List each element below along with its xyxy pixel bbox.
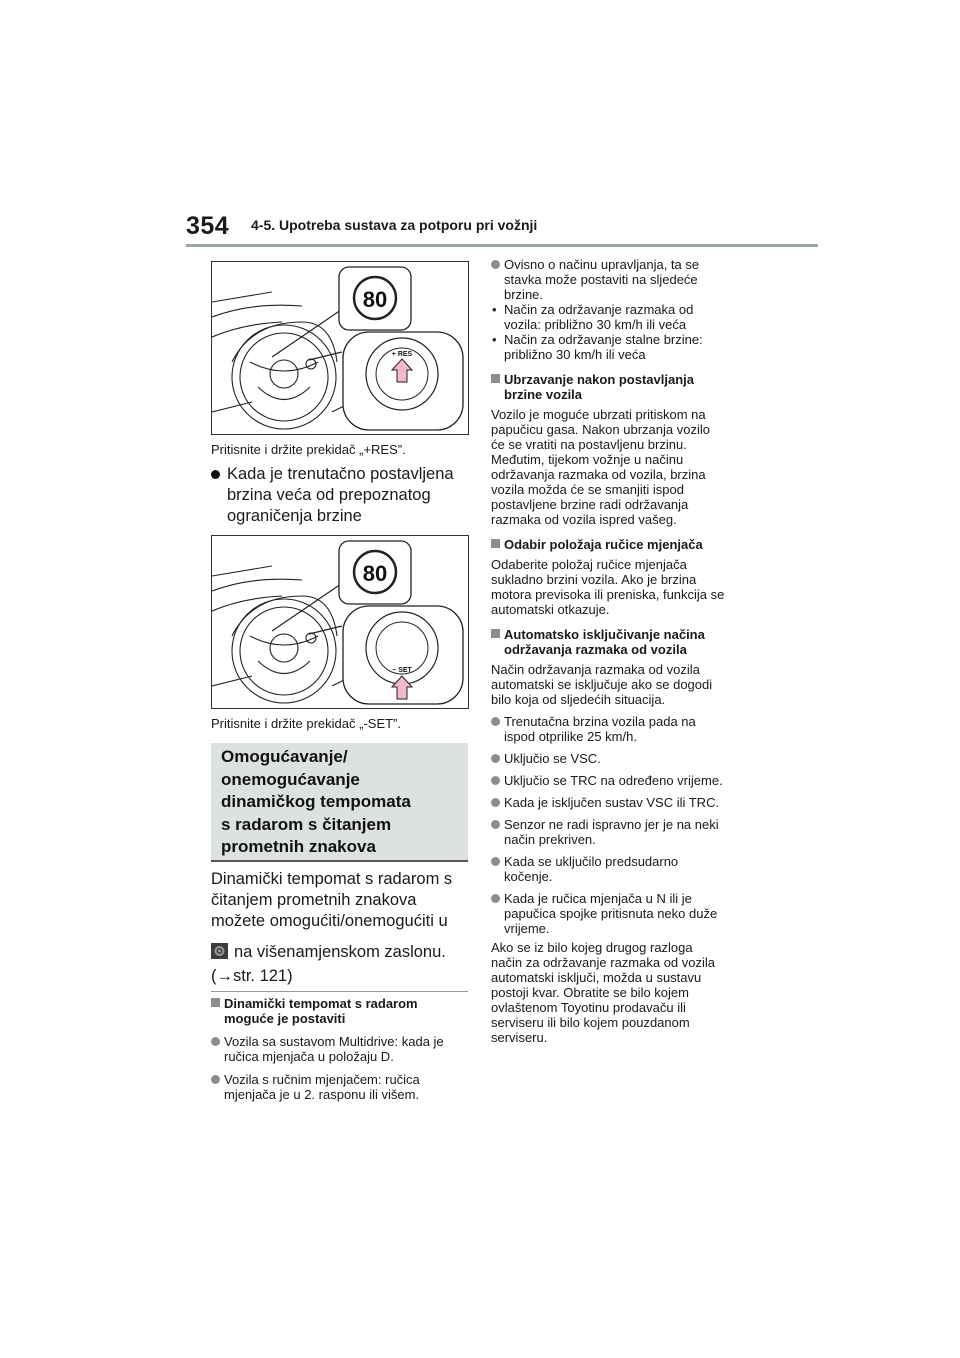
caption-set: Pritisnite i držite prekidač „-SET”. (211, 716, 401, 731)
caption-res: Pritisnite i držite prekidač „+RES”. (211, 442, 406, 457)
section-heading-box (211, 743, 468, 860)
note-title: Dinamički tempomat s radarom moguće je postaviti (211, 996, 471, 1026)
round-bullet-icon (491, 260, 500, 269)
round-bullet-icon (491, 798, 500, 807)
bullet-line: brzina veća od prepoznatog (227, 486, 431, 504)
square-bullet-icon (491, 629, 500, 638)
para-line: Dinamički tempomat s radarom s (211, 870, 453, 888)
condition-bullet: Uključio se TRC na određeno vrijeme. (491, 773, 761, 788)
note-bullet: Vozila sa sustavom Multidrive: kada je ručica mjenjača u položaju D. (211, 1034, 471, 1064)
section-title: 4-5. Upotreba sustava za potporu pri vožnji (251, 217, 538, 233)
subsection-title: Odabir položaja ručice mjenjača (491, 537, 761, 552)
round-bullet-icon (491, 717, 500, 726)
sub-bullet: • Način za održavanje razmaka od vozila: približno 30 km/h ili veća (492, 302, 694, 332)
speed-range-bullet: Ovisno o načinu upravljanja, ta se stavka može postaviti na sljedeće brzine. (491, 257, 761, 302)
condition-bullet: Trenutačna brzina vozila pada na ispod otprilike 25 km/h. (491, 714, 761, 744)
page-number: 354 (186, 212, 230, 240)
round-bullet-icon (211, 1075, 220, 1084)
square-bullet-icon (211, 998, 220, 1007)
heading-line: Omogućavanje/ (221, 747, 348, 766)
sub-bullet: • Način za održavanje stalne brzine: približno 30 km/h ili veća (492, 332, 703, 362)
note-bullet: Vozila s ručnim mjenjačem: ručica mjenjača je u 2. rasponu ili višem. (211, 1072, 471, 1102)
square-bullet-icon (491, 539, 500, 548)
heading-line: prometnih znakova (221, 837, 376, 856)
para-line-with-icon (211, 942, 471, 963)
condition-bullet: Uključio se VSC. (491, 751, 761, 766)
condition-bullet: Kada se uključilo predsudarno kočenje. (491, 854, 761, 884)
heading-rule (211, 860, 468, 862)
set-button-label: − SET (392, 667, 412, 674)
subsection-body: Odaberite položaj ručice mjenjača sukladno brzini vozila. Ako je brzina motora previsoka ili preniska, funkcija se automatski otkazuje. (491, 557, 725, 617)
subsection-body: Vozilo je moguće ubrzati pritiskom na papučicu gasa. Nakon ubrzanja vozilo će se vratiti na postavljenu brzinu. Međutim, tijekom vožnje u načinu održavanja razmaka od vozila, brzina vozila možda će se smanjiti ispod postavljene brzine radi održavanja razmaka od vozila ispred vašeg. (491, 407, 710, 527)
speed-sign-value: 80 (362, 287, 388, 312)
round-bullet-icon (211, 1037, 220, 1046)
round-bullet-icon (491, 820, 500, 829)
bullet-line: Kada je trenutačno postavljena (227, 465, 454, 483)
para-text: na višenamjenskom zaslonu. (234, 943, 446, 961)
square-bullet-icon (491, 374, 500, 383)
subsection-title: Automatsko isključivanje načina održavanja razmaka od vozila (491, 627, 761, 657)
note-set-possible (211, 996, 471, 1102)
bullet-line: ograničenja brzine (227, 507, 362, 525)
round-bullet-icon (491, 857, 500, 866)
enable-paragraph (211, 869, 471, 987)
speed-limit-bullet (211, 464, 467, 527)
subsection-title: Ubrzavanje nakon postavljanja brzine vozila (491, 372, 761, 402)
page-reference: (→str. 121) (211, 967, 293, 985)
header-rule (186, 244, 818, 247)
condition-bullet: Kada je isključen sustav VSC ili TRC. (491, 795, 761, 810)
para-line: možete omogućiti/onemogućiti u (211, 912, 448, 930)
bullet-dot (211, 470, 220, 479)
settings-gear-icon (211, 943, 228, 959)
subsection-body: Način održavanja razmaka od vozila automatski se isključuje ako se dogodi bilo koja od sljedećih situacija. (491, 662, 713, 707)
closing-paragraph: Ako se iz bilo kojeg drugog razloga način za održavanje razmaka od vozila automatski isključi, možda u sustavu postoji kvar. Obratite se bilo kojem ovlaštenom Toyotinu prodavaču ili serviseru ili bilo kojem pouzdanom serviseru. (491, 940, 716, 1045)
condition-bullet: Senzor ne radi ispravno jer je na neki način prekriven. (491, 817, 761, 847)
round-bullet-icon (491, 894, 500, 903)
round-bullet-icon (491, 776, 500, 785)
round-bullet-icon (491, 754, 500, 763)
heading-line: dinamičkog tempomata (221, 792, 411, 811)
res-button-label: + RES (391, 351, 413, 358)
condition-bullet: Kada je ručica mjenjača u N ili je papučica spojke pritisnuta neko duže vrijeme. (491, 891, 761, 936)
heading-line: onemogućavanje (221, 769, 360, 789)
heading-line: s radarom s čitanjem (221, 814, 392, 834)
right-column (491, 257, 761, 1045)
para-line: čitanjem prometnih znakova (211, 891, 417, 909)
note-rule (211, 991, 468, 992)
figure-set-switch (211, 535, 469, 709)
speed-sign-value: 80 (362, 561, 388, 586)
figure-res-switch (211, 261, 469, 435)
